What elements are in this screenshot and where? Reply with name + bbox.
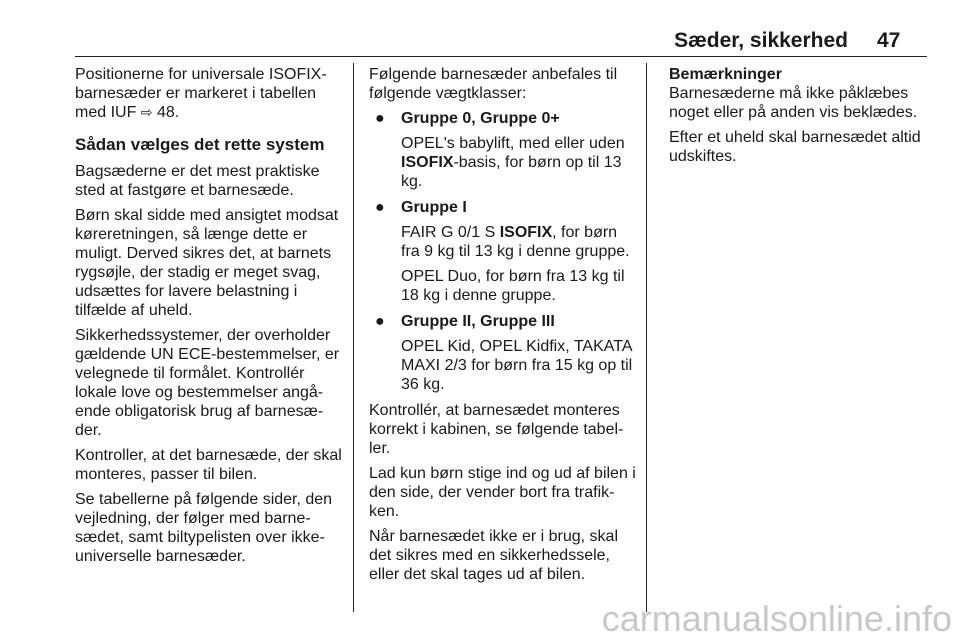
group-list-item <box>369 109 637 191</box>
column-divider-2 <box>646 63 647 612</box>
paragraph: Kontrollér, at barnesædet monteres korrekt i kabinen, se følgende tabel-ler. <box>369 402 624 457</box>
column-divider-1 <box>353 63 354 612</box>
paragraph: Efter et uheld skal barnesædet altid udskiftes. <box>669 129 921 165</box>
column-1 <box>75 65 343 572</box>
isofix-intro <box>75 65 343 122</box>
bullet-icon: ● <box>375 199 385 216</box>
group-text-pre: OPEL Kid, OPEL Kidfix, TAKATA MAXI 2/3 for børn fra 15 kg op til 36 kg. <box>401 338 633 393</box>
paragraph: Når barnesædet ikke er i brug, skal det sikres med en sikkerhedssele, eller det skal tages ud af bilen. <box>369 528 618 583</box>
note-text: Barnesæderne må ikke påklæbes noget eller på anden vis beklædes. <box>669 85 918 121</box>
column-3 <box>669 65 931 172</box>
group-text <box>401 337 637 394</box>
group-list-item <box>369 198 637 305</box>
group-text <box>401 267 637 305</box>
paragraph: Sikkerhedssystemer, der overholder gældende UN ECE-bestemmelser, er velegnede til formålet. Kontrollér lokale love og bestemmelser angå-ende obligatorisk brug af barnesæ-der. <box>75 327 340 439</box>
paragraph: Børn skal sidde med ansigtet modsat køreretningen, så længe dette er muligt. Derved sikres det, at barnets rygsøjle, der stadig er meget svag, udsættes for lavere belastning i tilfælde af uheld. <box>75 207 339 319</box>
section-heading: Sådan vælges det rette system <box>75 135 325 154</box>
group-text <box>401 134 637 191</box>
group-text-bold: ISOFIX <box>499 224 553 241</box>
group-text-post: -basis, for børn op til 13 kg. <box>401 154 622 190</box>
paragraph: Kontroller, at det barnesæde, der skal monteres, passer til bilen. <box>75 447 342 483</box>
note-title: Bemærkninger <box>669 66 782 83</box>
arrow-ref-icon: ⇨ <box>140 104 153 120</box>
group-text-pre: FAIR G 0/1 S <box>401 224 500 241</box>
bullet-icon: ● <box>375 110 385 127</box>
paragraph: Bagsæderne er det mest praktiske sted at fastgøre et barnesæde. <box>75 163 320 199</box>
recommendation-intro: Følgende barnesæder anbefales til følgende vægtklasser: <box>369 66 618 102</box>
watermark: carmanualsonline.info <box>601 598 952 639</box>
group-text-bold: ISOFIX <box>401 154 454 171</box>
group-list-item <box>369 312 637 394</box>
group-text <box>401 223 637 261</box>
page-number: 47 <box>877 29 901 52</box>
group-heading: Gruppe I <box>401 199 467 216</box>
group-text-post: , for børn fra 9 kg til 13 kg i denne gruppe. <box>401 224 630 260</box>
page-title: Sæder, sikkerhed <box>674 29 848 52</box>
group-heading: Gruppe II, Gruppe III <box>401 313 555 330</box>
header-divider <box>75 56 927 57</box>
column-2 <box>369 65 637 590</box>
group-text-pre: OPEL's babylift, med eller uden <box>401 135 625 152</box>
isofix-intro-text: Positionerne for universale ISOFIX-barnesæder er markeret i tabellen med IUF <box>75 66 327 121</box>
paragraph: Se tabellerne på følgende sider, den vejledning, der følger med barne-sædet, samt biltypelisten over ikke-universelle barnesæder. <box>75 491 333 565</box>
bullet-icon: ● <box>375 313 385 330</box>
note <box>669 65 931 122</box>
group-heading: Gruppe 0, Gruppe 0+ <box>401 110 560 127</box>
group-text-pre: OPEL Duo, for børn fra 13 kg til 18 kg i denne gruppe. <box>401 268 625 304</box>
paragraph: Lad kun børn stige ind og ud af bilen i den side, der vender bort fra trafik-ken. <box>369 465 636 520</box>
isofix-intro-page-ref: 48. <box>156 104 180 121</box>
